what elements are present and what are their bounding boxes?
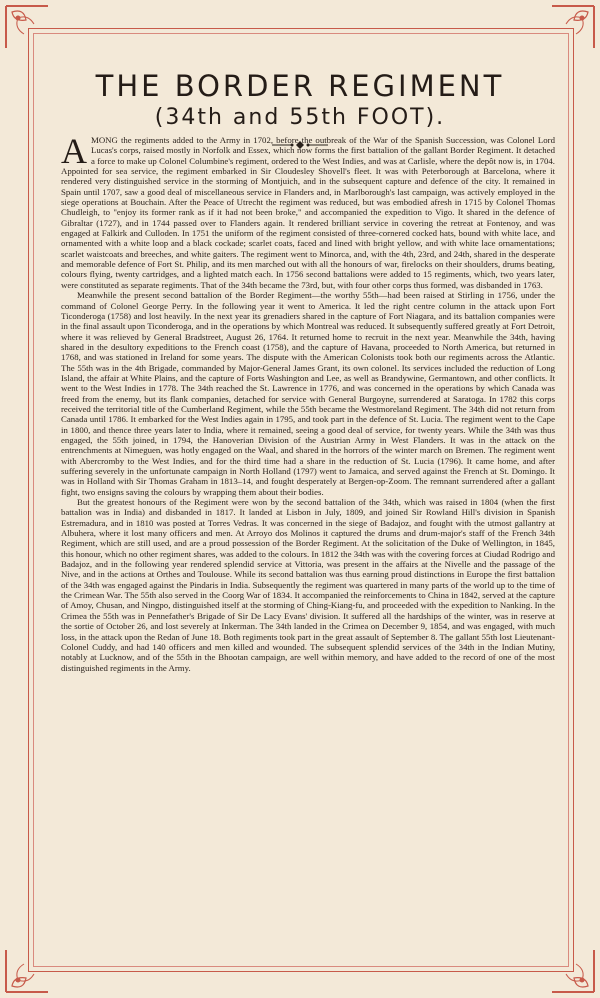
page-subtitle: (34th and 55th FOOT). [154,105,446,130]
paragraph: Meanwhile the present second battalion of the Border Regiment—the worthy 55th—had been raised at Stirling in 1756, under the command of Colonel George Perry. In the following year it went to America. It led the right centre column in the attack upon Fort Ticonderoga (1758) and lost heavily. In the next year its grenadiers shared in the capture of Fort Niagara, and its battalion companies were in the final assault upon Ticonderoga, and in the operations by which Montreal was reduced. It subsequently suffered greatly at Fort Detroit, where it was relieved by General Bradstreet, August 26, 1764. It returned home to recruit in the next year. Meanwhile the 34th, having shared in the desultory expeditions to the French coast (1758), and the capture of Havana, proceeded to North America, but returned in 1768, and was stationed in Ireland for some years. The dispute with the American Colonists took both our regiments across the Atlantic. The 55th was in the 4th Brigade, commanded by Major-General James Grant, its own colonel. Its services included the reduction of Long Island, the affair at White Plains, and the capture of Forts Washington and Lee, as well as Brandywine, Germantown, and other conflicts. It went to the West Indies in 1778. The 34th reached the St. Lawrence in 1776, and was concerned in the operations by which Canada was freed from the enemy, but its flank companies, detached for service with General Burgoyne, surrendered at Saratoga. In 1782 this corps received the territorial title of the Cumberland Regiment, while the 55th became the Westmoreland Regiment. The 34th did not return from Canada until 1786. It embarked for the West Indies again in 1795, and took part in the defence of St. Lucia. The regiment went to the Cape in 1800, and thence three years later to India, where it remained, seeing a good deal of service, for twenty years. While the 34th was thus engaged, the 55th joined, in 1794, the Hanoverian Division of the Austrian Army in West Flanders. It was in the attack on the entrenchments at Nimeguen, was hotly engaged on the Waal, and shared in the horrors of the winter march on Bremen. The regiment went with Abercromby to the West Indies, and for the third time had a share in the reduction of St. Lucia (1796). It came home, and after suffering severely in the unfortunate campaign in North Holland (1797) went to Jamaica, and served against the French at St. Domingo. It was in Holland with Sir Thomas Graham in 1813–14, and fought desperately at Bergen-op-Zoom. The remnant surrendered after a gallant fight, two ensigns saving the colours by wrapping them about their bodies. [61,290,555,497]
paragraph: But the greatest honours of the Regiment were won by the second battalion of the 34th, which was raised in 1804 (when the first battalion was in India) and disbanded in 1817. It landed at Lisbon in July, 1809, and joined Sir Rowland Hill's division in Spanish Estremadura, and in 1810 was posted at Torres Vedras. It was concerned in the siege of Badajoz, and fought with the utmost gallantry at Albuhera, where it lost many officers and men. At Arroyo dos Molinos it captured the drums and drum-major's staff of the French 34th Regiment, which are still used, and are a proud possession of the Border Regiment. At the solicitation of the Duke of Wellington, in 1845, this honour, which no other regiment shares, was added to the colours. In 1812 the 34th was with the covering forces at Ciudad Rodrigo and Badajoz, and in the following year rendered splendid service at Vittoria, was present in the affairs at the Nivelle and the passage of the Nive, and in the actions at Orthes and Toulouse. While its second battalion was thus earning proud distinctions in Europe the first battalion of the 34th was engaged against the Pindaris in India. Subsequently the regiment was quartered in many parts of the world up to the time of the Crimean War. The 55th also served in the Coorg War of 1834. It accompanied the reinforcements to China in 1842, served at the capture of Amoy, Chusan, and Ningpo, distinguished itself at the storming of Ching-Kiang-fu, and proceeded with the expedition to Nanking. In the Crimea the 55th was in Pennefather's Brigade of Sir De Lacy Evans' division. It suffered all the hardships of the winter, was in reserve at the sortie of October 26, and lost severely at Inkerman. The 34th landed in the Crimea on December 9, 1854, and was engaged, with much loss, in the attack upon the Redan of June 18. Both regiments took part in the great assault of September 8. The gallant 55th lost Lieutenant-Colonel Cuddy, and had 140 officers and men killed and wounded. The subsequent splendid services of the 34th in the Indian Mutiny, notably at Lucknow, and of the 55th in the Bhootan campaign, are well within memory, and have added to the record of one of the most distinguished regiments in the Army. [61,497,555,673]
corner-ornament-icon [550,4,596,50]
paragraph [61,135,555,290]
page-title: THE BORDER REGIMENT [95,69,505,103]
drop-cap: A [61,135,87,171]
corner-ornament-icon [4,948,50,994]
corner-ornament-icon [550,948,596,994]
paragraph-text: MONG the regiments added to the Army in 1702, before the outbreak of the War of the Spanish Succession, was Colonel Lord Lucas's corps, raised mostly in Norfolk and Essex, which now forms the first battalion of the gallant Border Regiment. It detached a force to make up Colonel Columbine's regiment, ordered to the West Indies, and was at Carlisle, where the depôt now is, in 1704. Appointed for sea service, the regiment embarked in Sir Cloudesley Shovell's fleet. It was with Peterborough at Barcelona, where it rendered very distinguished service in the storming of Montjuich, and in the subsequent capture and defence of the city. It remained in Spain until 1707, saw a good deal of miscellaneous service in Flanders and, in Marlborough's last campaign, was actively employed in the siege operations at Bouchain. After the Peace of Utrecht the regiment was reduced, but was embodied afresh in 1715 by Colonel Thomas Chudleigh, to "enjoy its former rank as if it had not been broke," and accompanied the expedition to Vigo. It shared in the defence of Gibraltar (1727), and in 1744 passed over to Flanders again. It rendered brilliant service in covering the retreat at Fontenoy, and was engaged at Falkirk and Culloden. In 1751 the uniform of the regiment consisted of three-cornered cocked hats, bound with white lace, and ornamented with a white loop and a black cockade; scarlet coats, faced and lined with bright yellow, and with white lace ornamentations; scarlet waistcoats and breeches, and white gaiters. The regiment went to Minorca, and, with the 4th, 23rd, and 24th, shared in the desperate and memorable defence of Fort St. Philip, and its men marched out with all the honours of war, firelocks on their shoulders, drums beating, colours flying, twenty cartridges, and a lighted match each. In 1756 second battalions were added to 15 regiments, which, two years later, were constituted as separate regiments. That of the 34th became the 73rd, but, with four other corps thus formed, was disbanded in 1763. [61,135,555,290]
corner-ornament-icon [4,4,50,50]
article-body [61,135,555,950]
